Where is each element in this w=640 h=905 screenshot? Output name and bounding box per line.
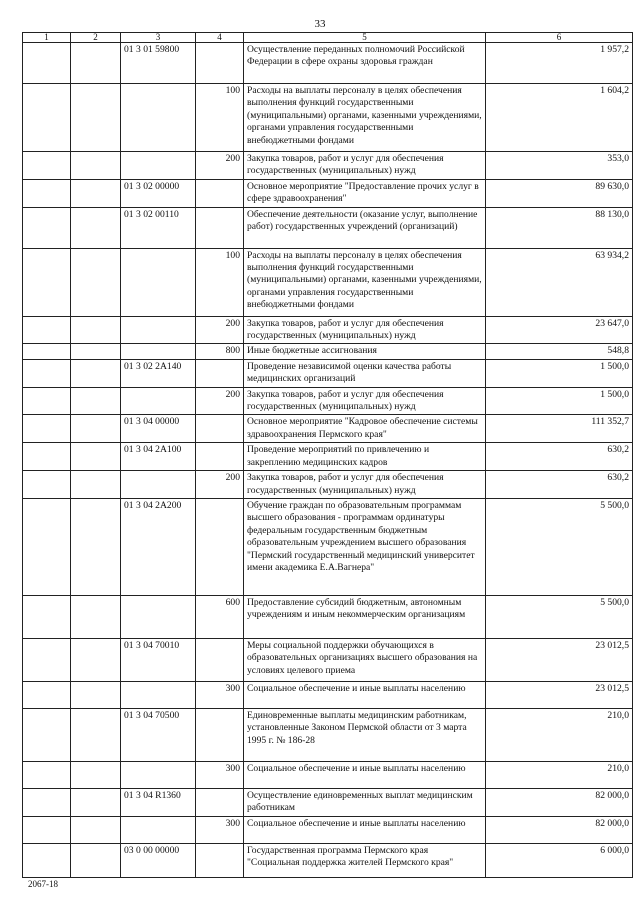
- cell-empty: [23, 152, 71, 180]
- cell-empty: [71, 681, 121, 708]
- amount-value: 111 352,7: [486, 415, 633, 443]
- amount-value: 23 012,5: [486, 681, 633, 708]
- target-article-code: 03 0 00 00000: [121, 843, 196, 877]
- expense-type-code: 600: [196, 595, 244, 638]
- table-row: [23, 681, 633, 708]
- expense-name: Закупка товаров, работ и услуг для обеспечения государственных (муниципальных) нужд: [244, 316, 486, 344]
- expense-name: Обучение граждан по образовательным программам высшего образования - программам ординатуры федеральным государственным бюджетным образовательным учреждением высшего образования "Пермский государственный медицинский университет имени академика Е.А.Вагнера": [244, 498, 486, 595]
- cell-empty: [71, 498, 121, 595]
- amount-value: 23 012,5: [486, 638, 633, 681]
- target-article-code: [121, 248, 196, 316]
- expense-type-code: [196, 788, 244, 816]
- cell-empty: [23, 788, 71, 816]
- target-article-code: 01 3 04 70010: [121, 638, 196, 681]
- table-row: [23, 595, 633, 638]
- table-row: [23, 344, 633, 359]
- cell-empty: [23, 708, 71, 761]
- amount-value: 210,0: [486, 761, 633, 788]
- expense-type-code: [196, 638, 244, 681]
- target-article-code: [121, 84, 196, 152]
- cell-empty: [71, 344, 121, 359]
- expense-type-code: [196, 843, 244, 877]
- expense-name: Закупка товаров, работ и услуг для обеспечения государственных (муниципальных) нужд: [244, 152, 486, 180]
- table-row: [23, 443, 633, 471]
- amount-value: 23 647,0: [486, 316, 633, 344]
- expense-type-code: 100: [196, 84, 244, 152]
- expense-name: Основное мероприятие "Кадровое обеспечение системы здравоохранения Пермского края": [244, 415, 486, 443]
- expense-name: Закупка товаров, работ и услуг для обеспечения государственных (муниципальных) нужд: [244, 471, 486, 499]
- cell-empty: [23, 84, 71, 152]
- table-row: [23, 708, 633, 761]
- table-row: [23, 248, 633, 316]
- cell-empty: [71, 761, 121, 788]
- amount-value: 82 000,0: [486, 816, 633, 843]
- expense-name: Социальное обеспечение и иные выплаты населению: [244, 816, 486, 843]
- table-row: [23, 843, 633, 877]
- column-header: 5: [244, 33, 486, 43]
- cell-empty: [23, 316, 71, 344]
- table-header-row: [23, 33, 633, 43]
- expense-name: Расходы на выплаты персоналу в целях обеспечения выполнения функций государственными (муниципальными) органами, казенными учреждениями, органами управления государственными внебюджетными фондами: [244, 84, 486, 152]
- target-article-code: [121, 316, 196, 344]
- target-article-code: 01 3 04 00000: [121, 415, 196, 443]
- expense-name: Социальное обеспечение и иные выплаты населению: [244, 681, 486, 708]
- target-article-code: [121, 152, 196, 180]
- cell-empty: [23, 387, 71, 415]
- cell-empty: [23, 359, 71, 387]
- cell-empty: [71, 843, 121, 877]
- expense-type-code: 200: [196, 471, 244, 499]
- cell-empty: [23, 207, 71, 248]
- table-row: [23, 816, 633, 843]
- cell-empty: [71, 471, 121, 499]
- expense-name: Расходы на выплаты персоналу в целях обеспечения выполнения функций государственными (муниципальными) органами, казенными учреждениями, органами управления государственными внебюджетными фондами: [244, 248, 486, 316]
- cell-empty: [71, 415, 121, 443]
- column-header: 4: [196, 33, 244, 43]
- column-header: 3: [121, 33, 196, 43]
- target-article-code: [121, 344, 196, 359]
- cell-empty: [71, 443, 121, 471]
- amount-value: 1 500,0: [486, 387, 633, 415]
- expense-type-code: [196, 179, 244, 207]
- cell-empty: [23, 344, 71, 359]
- expense-name: Обеспечение деятельности (оказание услуг, выполнение работ) государственных учреждений (организаций): [244, 207, 486, 248]
- expense-type-code: [196, 498, 244, 595]
- amount-value: 630,2: [486, 443, 633, 471]
- table-row: [23, 179, 633, 207]
- expense-type-code: 100: [196, 248, 244, 316]
- budget-table: [22, 32, 633, 878]
- cell-empty: [71, 816, 121, 843]
- expense-type-code: 200: [196, 387, 244, 415]
- target-article-code: [121, 681, 196, 708]
- cell-empty: [71, 179, 121, 207]
- table-row: [23, 316, 633, 344]
- amount-value: 88 130,0: [486, 207, 633, 248]
- expense-type-code: 800: [196, 344, 244, 359]
- cell-empty: [71, 207, 121, 248]
- table-row: [23, 387, 633, 415]
- amount-value: 210,0: [486, 708, 633, 761]
- target-article-code: [121, 387, 196, 415]
- page-number: 33: [314, 18, 326, 30]
- target-article-code: 01 3 04 2А100: [121, 443, 196, 471]
- amount-value: 63 934,2: [486, 248, 633, 316]
- expense-name: Единовременные выплаты медицинским работникам, установленные Законом Пермской области от 3 марта 1995 г. № 186-28: [244, 708, 486, 761]
- amount-value: 1 957,2: [486, 43, 633, 84]
- expense-name: Государственная программа Пермского края "Социальная поддержка жителей Пермского края": [244, 843, 486, 877]
- table-row: [23, 415, 633, 443]
- cell-empty: [23, 681, 71, 708]
- expense-name: Осуществление единовременных выплат медицинским работникам: [244, 788, 486, 816]
- expense-type-code: 300: [196, 761, 244, 788]
- cell-empty: [23, 43, 71, 84]
- cell-empty: [71, 595, 121, 638]
- table-row: [23, 471, 633, 499]
- cell-empty: [23, 638, 71, 681]
- table-row: [23, 207, 633, 248]
- amount-value: 548,8: [486, 344, 633, 359]
- amount-value: 5 500,0: [486, 498, 633, 595]
- expense-name: Меры социальной поддержки обучающихся в образовательных организациях высшего образования на условиях целевого приема: [244, 638, 486, 681]
- target-article-code: 01 3 04 R1360: [121, 788, 196, 816]
- expense-type-code: [196, 43, 244, 84]
- cell-empty: [71, 152, 121, 180]
- amount-value: 1 604,2: [486, 84, 633, 152]
- cell-empty: [23, 843, 71, 877]
- expense-type-code: [196, 359, 244, 387]
- cell-empty: [23, 415, 71, 443]
- cell-empty: [23, 179, 71, 207]
- cell-empty: [71, 708, 121, 761]
- cell-empty: [23, 498, 71, 595]
- cell-empty: [23, 816, 71, 843]
- cell-empty: [71, 638, 121, 681]
- cell-empty: [23, 443, 71, 471]
- cell-empty: [23, 248, 71, 316]
- expense-name: Осуществление переданных полномочий Российской Федерации в сфере охраны здоровья граждан: [244, 43, 486, 84]
- target-article-code: 01 3 01 59800: [121, 43, 196, 84]
- expense-type-code: [196, 443, 244, 471]
- expense-name: Проведение независимой оценки качества работы медицинских организаций: [244, 359, 486, 387]
- cell-empty: [23, 595, 71, 638]
- amount-value: 6 000,0: [486, 843, 633, 877]
- cell-empty: [71, 788, 121, 816]
- cell-empty: [23, 471, 71, 499]
- expense-name: Социальное обеспечение и иные выплаты населению: [244, 761, 486, 788]
- expense-type-code: 300: [196, 816, 244, 843]
- table-row: [23, 359, 633, 387]
- expense-type-code: 200: [196, 152, 244, 180]
- table-row: [23, 152, 633, 180]
- cell-empty: [71, 359, 121, 387]
- target-article-code: 01 3 02 00000: [121, 179, 196, 207]
- amount-value: 82 000,0: [486, 788, 633, 816]
- table-row: [23, 638, 633, 681]
- expense-type-code: [196, 207, 244, 248]
- target-article-code: [121, 471, 196, 499]
- cell-empty: [71, 248, 121, 316]
- cell-empty: [71, 387, 121, 415]
- amount-value: 630,2: [486, 471, 633, 499]
- target-article-code: [121, 761, 196, 788]
- cell-empty: [23, 761, 71, 788]
- expense-type-code: [196, 708, 244, 761]
- table-row: [23, 761, 633, 788]
- cell-empty: [71, 316, 121, 344]
- cell-empty: [71, 43, 121, 84]
- expense-name: Иные бюджетные ассигнования: [244, 344, 486, 359]
- expense-type-code: 300: [196, 681, 244, 708]
- amount-value: 5 500,0: [486, 595, 633, 638]
- target-article-code: [121, 816, 196, 843]
- table-row: [23, 788, 633, 816]
- target-article-code: 01 3 04 70500: [121, 708, 196, 761]
- document-footer-code: 2067-18: [28, 879, 58, 889]
- table-row: [23, 43, 633, 84]
- amount-value: 353,0: [486, 152, 633, 180]
- amount-value: 89 630,0: [486, 179, 633, 207]
- target-article-code: 01 3 02 00110: [121, 207, 196, 248]
- column-header: 6: [486, 33, 633, 43]
- amount-value: 1 500,0: [486, 359, 633, 387]
- expense-name: Предоставление субсидий бюджетным, автономным учреждениям и иным некоммерческим организациям: [244, 595, 486, 638]
- target-article-code: 01 3 02 2А140: [121, 359, 196, 387]
- expense-name: Основное мероприятие "Предоставление прочих услуг в сфере здравоохранения": [244, 179, 486, 207]
- column-header: 2: [71, 33, 121, 43]
- expense-type-code: [196, 415, 244, 443]
- target-article-code: 01 3 04 2А200: [121, 498, 196, 595]
- expense-name: Закупка товаров, работ и услуг для обеспечения государственных (муниципальных) нужд: [244, 387, 486, 415]
- table-row: [23, 84, 633, 152]
- expense-name: Проведение мероприятий по привлечению и закреплению медицинских кадров: [244, 443, 486, 471]
- column-header: 1: [23, 33, 71, 43]
- cell-empty: [71, 84, 121, 152]
- expense-type-code: 200: [196, 316, 244, 344]
- table-row: [23, 498, 633, 595]
- target-article-code: [121, 595, 196, 638]
